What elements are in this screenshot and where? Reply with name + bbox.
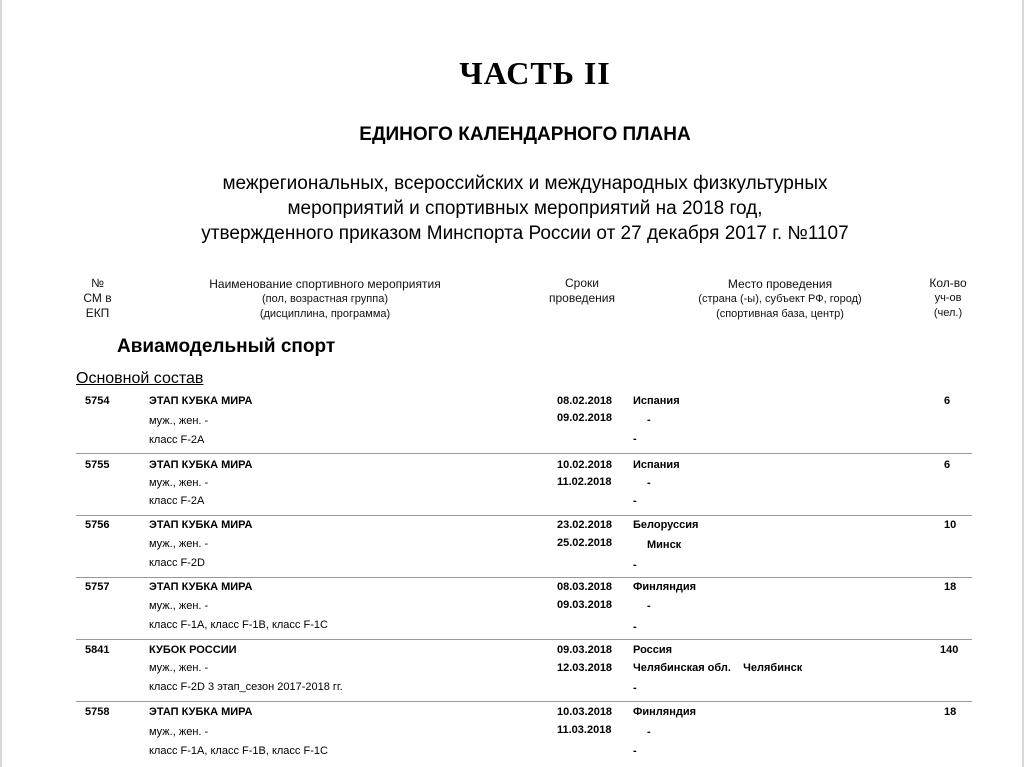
event-id: 5755 [85, 459, 110, 471]
header-num: № СМ в ЕКП [83, 276, 112, 320]
document-subtitle: ЕДИНОГО КАЛЕНДАРНОГО ПЛАНА [359, 124, 691, 145]
participant-count: 10 [944, 519, 957, 531]
event-id: 5758 [85, 706, 110, 718]
event-discipline: класс F-1A, класс F-1B, класс F-1C [149, 745, 328, 757]
date-end: 25.02.2018 [557, 537, 613, 549]
place-country: Испания [633, 395, 680, 407]
sport-heading: Авиамодельный спорт [117, 336, 336, 357]
table-row [76, 578, 986, 640]
place-city: Минск [647, 539, 682, 551]
place-base: - [633, 433, 637, 445]
date-start: 09.03.2018 [557, 644, 613, 656]
place-country: Финляндия [633, 581, 697, 593]
place-city: - [647, 726, 651, 738]
event-gender: муж., жен. - [149, 600, 209, 612]
document-title: ЧАСТЬ II [459, 55, 611, 91]
event-discipline: класс F-2D [149, 557, 205, 569]
event-id: 5757 [85, 581, 110, 593]
place-city: - [647, 600, 651, 612]
event-name: ЭТАП КУБКА МИРА [149, 706, 253, 718]
section-heading: Основной состав [76, 370, 204, 387]
participant-count: 6 [944, 395, 951, 407]
date-start: 10.02.2018 [557, 459, 613, 471]
event-discipline: класс F-2A [149, 434, 205, 446]
event-gender: муж., жен. - [149, 477, 209, 489]
header-name: Наименование спортивного мероприятия (пол, возрастная группа) (дисциплина, программа) [209, 277, 441, 320]
description-line: межрегиональных, всероссийских и международных физкультурных [222, 173, 828, 194]
table-row [76, 516, 986, 578]
date-end: 09.02.2018 [557, 412, 613, 424]
place-country: Белоруссия [633, 519, 699, 531]
event-name: ЭТАП КУБКА МИРА [149, 395, 253, 407]
participant-count: 18 [944, 581, 957, 593]
event-id: 5841 [85, 644, 110, 656]
event-id: 5756 [85, 519, 110, 531]
event-id: 5754 [85, 395, 110, 407]
event-discipline: класс F-1A, класс F-1B, класс F-1C [149, 619, 328, 631]
document-description [0, 171, 1024, 246]
date-end: 11.03.2018 [557, 724, 612, 736]
participant-count: 6 [944, 459, 951, 471]
table-row [76, 454, 986, 516]
header-place: Место проведения (страна (-ы), субъект РФ, город) (спортивная база, центр) [698, 277, 862, 320]
date-start: 08.03.2018 [557, 581, 613, 593]
table-row [76, 640, 986, 702]
date-start: 10.03.2018 [557, 706, 613, 718]
event-gender: муж., жен. - [149, 726, 209, 738]
place-region-city: Челябинская обл. Челябинск [633, 662, 803, 674]
place-country: Россия [633, 644, 673, 656]
event-discipline: класс F-2A [149, 495, 205, 507]
date-end: 12.03.2018 [557, 662, 613, 674]
date-start: 08.02.2018 [557, 395, 613, 407]
table-row [76, 392, 986, 454]
header-dates: Сроки проведения [549, 276, 615, 305]
event-name: КУБОК РОССИИ [149, 644, 237, 656]
place-base: - [633, 559, 637, 571]
date-start: 23.02.2018 [557, 519, 613, 531]
place-base: - [633, 682, 637, 694]
table-row [76, 702, 986, 764]
event-gender: муж., жен. - [149, 662, 209, 674]
place-base: - [633, 495, 637, 507]
event-discipline: класс F-2D 3 этап_сезон 2017-2018 гг. [149, 681, 343, 693]
place-city: - [647, 477, 651, 489]
event-gender: муж., жен. - [149, 415, 209, 427]
description-line: мероприятий и спортивных мероприятий на 2018 год, [287, 198, 763, 219]
date-end: 11.02.2018 [557, 476, 612, 488]
place-country: Финляндия [633, 706, 697, 718]
place-city: - [647, 414, 651, 426]
participant-count: 18 [944, 706, 957, 718]
event-gender: муж., жен. - [149, 538, 209, 550]
place-base: - [633, 621, 637, 633]
event-name: ЭТАП КУБКА МИРА [149, 459, 253, 471]
header-count: Кол-во уч-ов (чел.) [929, 276, 967, 319]
participant-count: 140 [940, 644, 959, 656]
place-country: Испания [633, 459, 680, 471]
event-name: ЭТАП КУБКА МИРА [149, 581, 253, 593]
description-line: утвержденного приказом Минспорта России от 27 декабря 2017 г. №1107 [201, 223, 849, 244]
date-end: 09.03.2018 [557, 599, 613, 611]
event-name: ЭТАП КУБКА МИРА [149, 519, 253, 531]
place-base: - [633, 745, 637, 757]
